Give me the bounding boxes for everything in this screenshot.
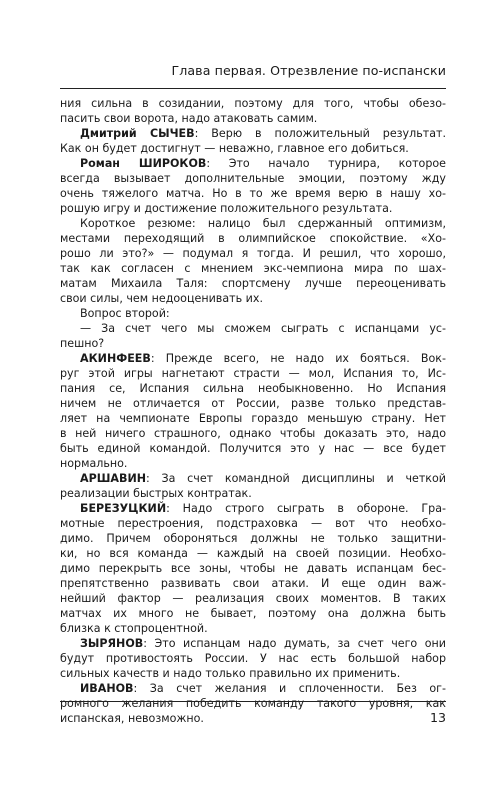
text-line — [60, 126, 446, 141]
text-line — [60, 351, 446, 366]
speaker-name: БЕРЕЗУЦКИЙ — [80, 502, 167, 515]
text-line: димо. Причем обороняться должны не только защитни- — [60, 532, 446, 545]
text-line: препятственно развивать свои атаки. И еще один важ- — [60, 577, 446, 590]
paragraph — [60, 216, 446, 306]
interview-answer — [60, 126, 446, 156]
text-line — [60, 636, 446, 651]
speaker-name: АРШАВИН — [80, 472, 147, 485]
text-line: матам Михаила Таля: спортсмену лучше переоценивать — [60, 277, 446, 290]
paragraph — [60, 96, 446, 126]
page-number: 13 — [429, 710, 446, 725]
interview-answer — [60, 501, 446, 636]
text-line: Короткое резюме: налицо был сдержанный оптимизм, — [80, 217, 446, 230]
text-line: испанская, невозможно. — [60, 712, 204, 725]
text-line: ки, но вся команда — каждый на своей позиции. Необхо- — [60, 547, 446, 560]
text-line: местами переходящий в олимпийское спокойствие. «Хо- — [60, 232, 446, 245]
answer-text: : Верю в положительный результат. — [194, 127, 446, 140]
speaker-name: Роман ШИРОКОВ — [80, 157, 207, 170]
text-line: ничем не отличается от России, разве только представ- — [60, 397, 446, 410]
text-line: рошо ли это?» — подумал я тогда. И решил, что хорошо, — [60, 247, 446, 260]
text-line: матчах их много не бывает, поэтому она должна быть — [60, 607, 446, 620]
interview-answer — [60, 156, 446, 216]
text-line — [60, 156, 446, 171]
text-line: ния сильна в созидании, поэтому для того, чтобы обезо- — [60, 97, 446, 110]
text-line: ляет на чемпионате Европы гораздо меньшую страну. Нет — [60, 412, 446, 425]
chapter-title: Глава первая. Отрезвление по-испански — [171, 63, 446, 78]
answer-text: : За счет желания и сплоченности. Без ог- — [133, 682, 446, 695]
text-line: очень тяжелого матча. Но в то же время верю в нашу хо- — [60, 187, 446, 200]
text-line: быть единой командой. Получится это у нас — все будет — [60, 442, 446, 455]
running-header — [60, 63, 446, 85]
text-line: пешно? — [60, 337, 105, 350]
text-line: так как согласен с мнением экс-чемпиона мира по шах- — [60, 262, 446, 275]
text-line: руг этой игры нагнетают страсти — мол, Испания то, Ис- — [60, 367, 446, 380]
text-line: — За счет чего мы сможем сыграть с испанцами ус- — [80, 322, 446, 335]
speaker-name: ИВАНОВ — [80, 682, 134, 695]
text-line: нейший фактор — реализация своих моментов. В таких — [60, 592, 446, 605]
text-line: близка к стопроцентной. — [60, 622, 208, 635]
paragraph — [60, 306, 446, 321]
answer-text: : Это начало турнира, которое — [206, 157, 446, 170]
text-line — [60, 501, 446, 516]
text-line: Как он будет достигнут — неважно, главное его добиться. — [60, 142, 409, 155]
text-line: мотные перестроения, подстраховка — вот что необхо- — [60, 517, 446, 530]
text-line: всегда вызывает дополнительные эмоции, поэтому жду — [60, 172, 446, 185]
speaker-name: АКИНФЕЕВ — [80, 352, 151, 365]
answer-text: : Надо строго сыграть в обороне. Гра- — [166, 502, 446, 515]
answer-text: : Это испанцам надо думать, за счет чего они — [143, 637, 446, 650]
speaker-name: Дмитрий СЫЧЕВ — [80, 127, 195, 140]
answer-text: : За счет командной дисциплины и четкой — [146, 472, 446, 485]
text-line: нормально. — [60, 457, 128, 470]
interview-answer — [60, 471, 446, 501]
text-line: рошую игру и достижение положительного результата. — [60, 202, 393, 215]
text-line: димо перекрыть все зоны, чтобы не давать испанцам бес- — [60, 562, 446, 575]
paragraph — [60, 321, 446, 351]
text-line: сильных качеств и надо только правильно их применить. — [60, 667, 401, 680]
header-rule — [60, 88, 446, 89]
speaker-name: ЗЫРЯНОВ — [80, 637, 144, 650]
interview-answer — [60, 636, 446, 681]
text-line: ромного желания победить команду такого уровня, как — [60, 697, 446, 710]
text-line: будут противостоять России. У нас есть большой набор — [60, 652, 446, 665]
page-body — [60, 96, 446, 726]
text-line: в ней ничего страшного, однако чтобы доказать это, надо — [60, 427, 446, 440]
text-line: свои силы, чем недооценивать их. — [60, 292, 263, 305]
text-line: реализации быстрых контратак. — [60, 487, 252, 500]
text-line: пасить свои ворота, надо атаковать самим. — [60, 112, 318, 125]
footer-rule — [60, 701, 446, 702]
interview-answer — [60, 351, 446, 471]
answer-text: : Прежде всего, не надо их бояться. Вок- — [150, 352, 446, 365]
text-line — [60, 681, 446, 696]
text-line: Вопрос второй: — [80, 307, 170, 320]
text-line: пания се, Испания сильна необыкновенно. Но Испания — [60, 382, 446, 395]
text-line — [60, 471, 446, 486]
